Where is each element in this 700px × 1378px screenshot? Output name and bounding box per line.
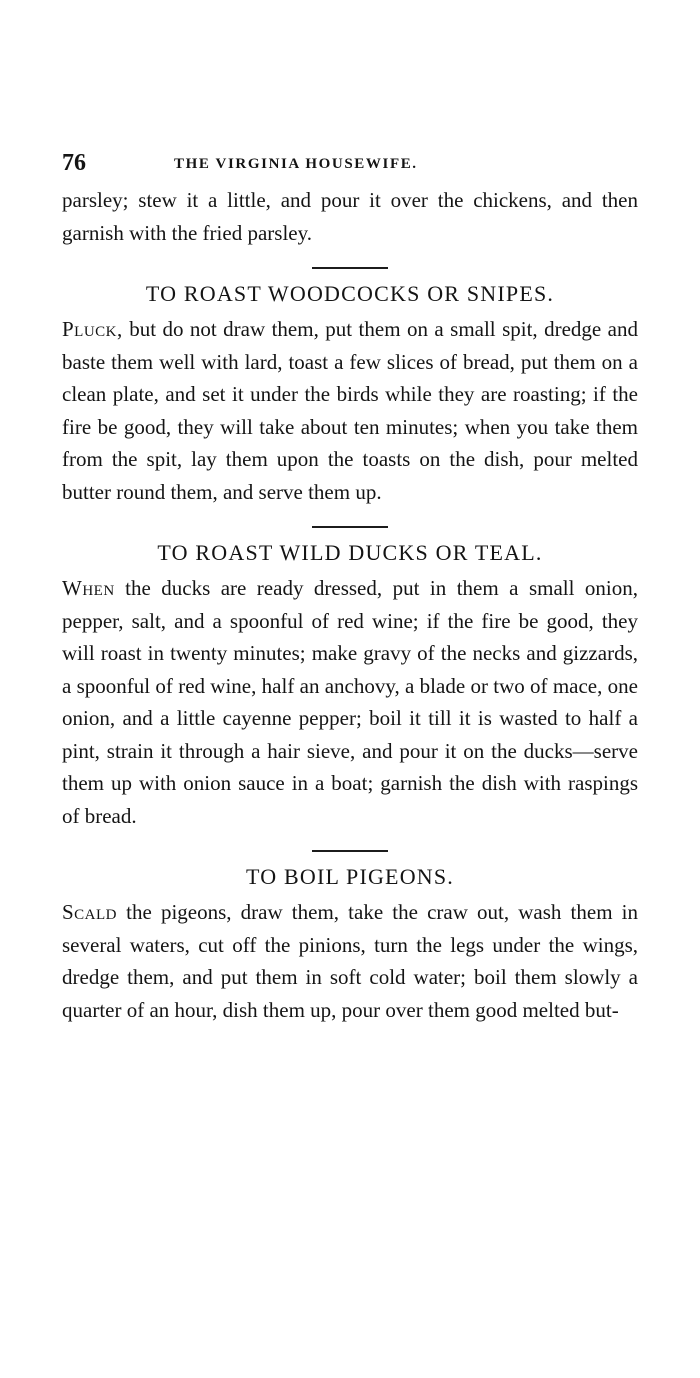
recipe-lead-word: When [62, 576, 115, 600]
section-divider [312, 267, 388, 269]
recipe-title: TO BOIL PIGEONS. [245, 864, 455, 889]
running-title: THE VIRGINIA HOUSEWIFE. [174, 156, 418, 172]
book-page [62, 150, 638, 1026]
recipe-pigeons [62, 862, 638, 1026]
recipe-text: the ducks are ready dressed, put in them a small onion, pepper, salt, and a spoonful of red wine; if the fire be good, they will roast in twenty minutes; make gravy of the necks and gizzards, a spoonful of red wine, half an anchovy, a blade or two of mace, one onion, and a little cayenne pepper; boil it till it is wasted to half a pint, strain it through a hair sieve, and pour it on the ducks—serve them up with onion sauce in a boat; garnish the dish with raspings of bread. [62, 576, 638, 828]
running-head [62, 150, 638, 184]
recipe-lead-word: Scald [62, 900, 118, 924]
recipe-body [62, 896, 638, 1026]
recipe-body [62, 572, 638, 832]
recipe-body [62, 313, 638, 508]
recipe-title: TO ROAST WOODCOCKS OR SNIPES. [145, 281, 555, 306]
section-divider [312, 526, 388, 528]
intro-paragraph: parsley; stew it a little, and pour it over the chickens, and then garnish with the fried parsley. [62, 188, 638, 245]
recipe-text: the pigeons, draw them, take the craw out, wash them in several waters, cut off the pinions, turn the legs under the wings, dredge them, and put them in soft cold water; boil them slowly a quarter of an hour, dish them up, pour over them good melted but- [62, 900, 638, 1022]
recipe-wild-ducks [62, 538, 638, 832]
section-divider [312, 850, 388, 852]
page-number: 76 [62, 150, 86, 176]
recipe-text: but do not draw them, put them on a small spit, dredge and baste them well with lard, toast a few slices of bread, put them on a clean plate, and set it under the birds while they are roasting; if the fire be good, they will take about ten minutes; when you take them from the spit, lay them upon the toasts on the dish, pour melted butter round them, and serve them up. [62, 317, 638, 504]
recipe-woodcocks [62, 279, 638, 508]
recipe-lead-word: Pluck, [62, 317, 123, 341]
recipe-title: TO ROAST WILD DUCKS OR TEAL. [157, 540, 543, 565]
